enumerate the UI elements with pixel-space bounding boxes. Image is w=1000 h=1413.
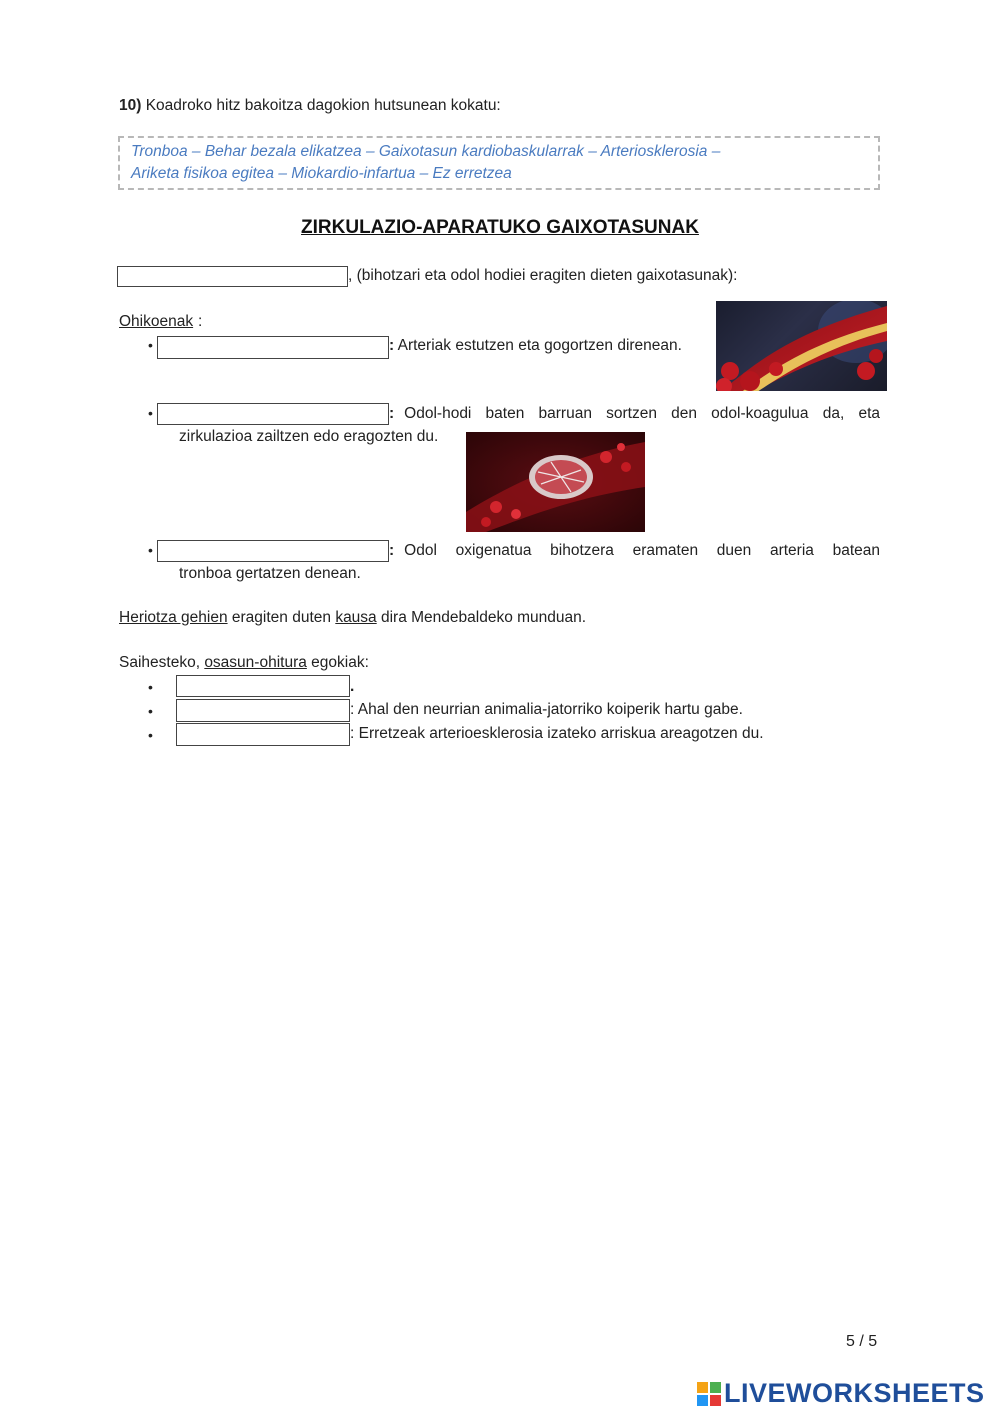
item-3-text-line-1: Odol oxigenatua bihotzera eramaten duen arteria batean: [404, 542, 880, 559]
prevent-item-1-suffix: .: [350, 678, 355, 695]
question-instruction: [119, 97, 501, 115]
instruction-text: Koadroko hitz bakoitza dagokion hutsunean kokatu:: [145, 97, 501, 114]
artery-plaque-image: [716, 301, 887, 391]
liveworksheets-logo-icon: [697, 1382, 721, 1406]
item-3-text-line-2: tronboa gertatzen denean.: [179, 565, 361, 582]
page-number: 5 / 5: [846, 1333, 878, 1350]
intro-text: , (bihotzari eta odol hodiei eragiten dieten gaixotasunak):: [348, 267, 738, 284]
blood-clot-image: [466, 432, 645, 532]
colon-3: :: [389, 542, 395, 559]
blank-input-3[interactable]: [157, 403, 389, 425]
artery-illustration-icon: [716, 301, 887, 391]
colon-2: :: [389, 405, 395, 422]
blank-input-7[interactable]: [176, 723, 350, 746]
colon-1: :: [389, 337, 395, 354]
blank-input-1[interactable]: [117, 266, 348, 287]
blank-input-6[interactable]: [176, 699, 350, 722]
common-label-colon: :: [198, 313, 203, 330]
prevent-bullet-1: •: [148, 679, 153, 695]
blood-clot-illustration-icon: [466, 432, 645, 532]
blank-input-4[interactable]: [157, 540, 389, 562]
bullet-3: •: [148, 542, 153, 558]
bullet-2: •: [148, 405, 153, 421]
bullet-1: •: [148, 337, 153, 353]
prevent-item-3-suffix: : Erretzeak arterioesklerosia izateko arriskua areagotzen du.: [350, 725, 764, 742]
blank-input-5[interactable]: [176, 675, 350, 697]
item-2-text-line-2: zirkulazioa zailtzen edo eragozten du.: [179, 428, 439, 445]
word-bank-line-1: Tronboa – Behar bezala elikatzea – Gaixotasun kardiobaskularrak – Arteriosklerosia –: [131, 143, 721, 160]
prevent-item-2-suffix: : Ahal den neurrian animalia-jatorriko koiperik hartu gabe.: [350, 701, 743, 718]
prevent-bullet-3: •: [148, 727, 153, 743]
common-label: Ohikoenak: [119, 313, 194, 330]
death-cause-sentence: Heriotza gehien eragiten duten kausa dira Mendebaldeko munduan.: [119, 609, 587, 626]
prevent-bullet-2: •: [148, 703, 153, 719]
question-number: 10): [119, 97, 142, 114]
liveworksheets-logo: [697, 1378, 985, 1409]
prevention-intro: Saihesteko, osasun-ohitura egokiak:: [119, 654, 369, 671]
word-bank-line-2: Ariketa fisikoa egitea – Miokardio-infartua – Ez erretzea: [131, 165, 512, 182]
blank-input-2[interactable]: [157, 336, 389, 359]
logo-text: LIVEWORKSHEETS: [724, 1378, 985, 1408]
item-1-text: Arteriak estutzen eta gogortzen direnean.: [397, 337, 682, 354]
item-2-text-line-1: Odol-hodi baten barruan sortzen den odol-koagulua da, eta: [404, 405, 880, 422]
page-title: ZIRKULAZIO-APARATUKO GAIXOTASUNAK: [301, 217, 699, 238]
